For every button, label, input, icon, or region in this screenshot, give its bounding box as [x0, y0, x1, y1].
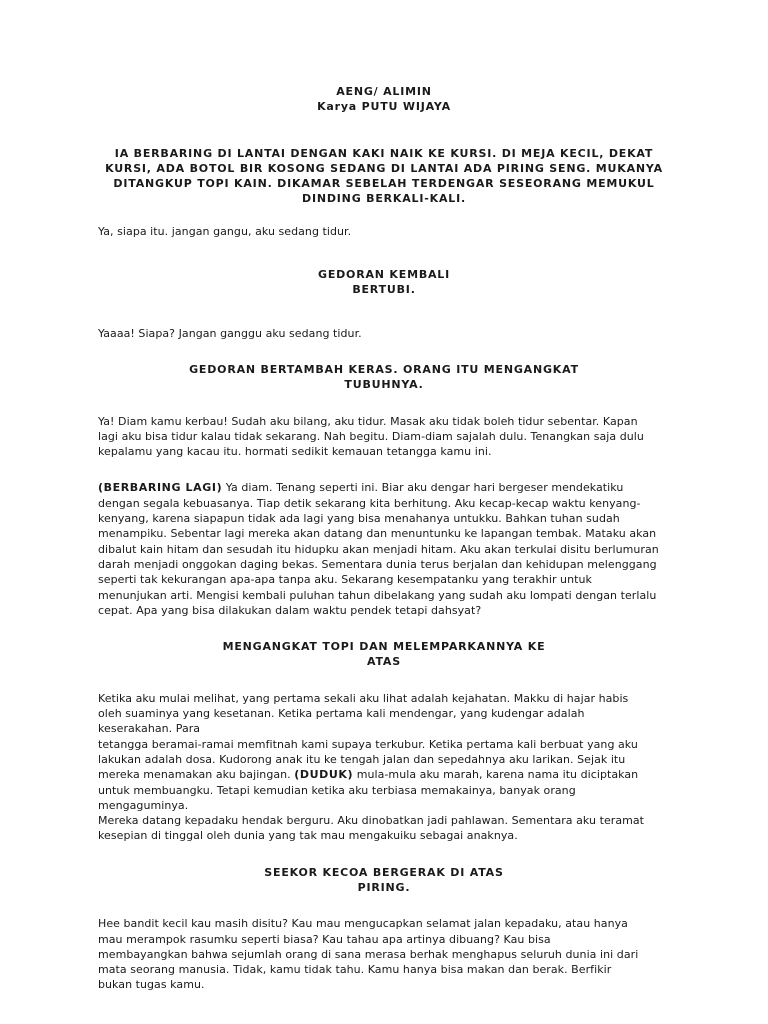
stage-direction-kecoa: SEEKOR KECOA BERGERAK DI ATAS PIRING.: [264, 865, 504, 894]
stage-direction-gedoran-keras: GEDORAN BERTAMBAH KERAS. ORANG ITU MENGANGKAT TUBUHNYA.: [189, 362, 579, 392]
dialogue-paragraph-6: Hee bandit kecil kau masih disitu? Kau mau mengucapkan selamat jalan kepadaku, atau hanya mau merampok rasumku seperti biasa? Kau tahau apa artinya dibuang? Kau bisa membayangkan bahwa sejumlah orang di sana merasa berhak menghapus seluruh dunia ini dari mata seorang manusia. Tidak, kamu tidak tahu. Kamu hanya bisa makan dan berak. Berfikir bukan tugas kamu.: [98, 917, 639, 992]
stage-direction-berbaring-lagi: (BERBARING LAGI): [98, 481, 223, 495]
dialogue-paragraph-2: Yaaaa! Siapa? Jangan ganggu aku sedang tidur.: [98, 326, 362, 340]
dialogue-paragraph-3: Ya! Diam kamu kerbau! Sudah aku bilang, aku tidur. Masak aku tidak boleh tidur sebentar. Kapan lagi aku bisa tidur kalau tidak sekarang. Nah begitu. Diam-diam sajalah dulu. Tenangkan saja dulu kepalamu yang kacau itu. hormati sedikit kemauan tetangga kamu ini.: [98, 414, 644, 459]
stage-direction-duduk: (DUDUK): [294, 768, 354, 782]
dialogue-paragraph-4: (BERBARING LAGI) Ya diam. Tenang seperti ini. Biar aku dengar hari bergeser mendekatiku dengan segala kebuasanya. Tiap detik sekarang kita berhitung. Aku kecap-kecap waktu kenyang- kenyang, karena siapapun tidak ada lagi yang bisa menahanya untukku. Bahkan tuhan sudah menampiku. Sebentar lagi mereka akan datang dan menuntunku ke lapangan tembak. Mataku akan dibalut kain hitam dan sesudah itu hidupku akan menjadi hitam. Aku akan terkulai disitu berlumuran darah menjadi onggokan daging bekas. Sementara dunia terus berjalan dan kehidupan melenggang seperti tak kekurangan apa-apa tanpa aku. Sekarang kesempatanku yang terakhir untuk menunjukan arti. Mengisi kembali puluhan tahun dibelakang yang sudah aku lompati dengan terlalu cepat. Apa yang bisa dilakukan dalam waktu pendek tetapi dahsyat?: [98, 481, 659, 617]
script-author: Karya PUTU WIJAYA: [317, 100, 451, 114]
dialogue-paragraph-5: Ketika aku mulai melihat, yang pertama sekali aku lihat adalah kejahatan. Makku di hajar habis oleh suaminya yang kesetanan. Ketika pertama kali mendengar, yang kudengar adalah keserakahan. Para tetangga beramai-ramai memfitnah kami supaya terkubur. Ketika pertama kali berbuat yang aku lakukan adalah dosa. Kudorong anak itu ke tengah jalan dan sepedahnya aku larikan. Sejak itu mereka menamakan aku bajingan. (DUDUK) mula-mula aku marah, karena nama itu diciptakan untuk membuangku. Tetapi kemudian ketika aku terbiasa memakainya, banyak orang mengaguminya. Mereka datang kepadaku hendak berguru. Aku dinobatkan jadi pahlawan. Sementara aku teramat kesepian di tinggal oleh dunia yang tak mau mengakuiku sebagai anaknya.: [98, 691, 645, 843]
stage-direction-opening: IA BERBARING DI LANTAI DENGAN KAKI NAIK KE KURSI. DI MEJA KECIL, DEKAT KURSI, ADA BOTOL BIR KOSONG SEDANG DI LANTAI ADA PIRING SENG. MUKANYA DITANGKUP TOPI KAIN. DIKAMAR SEBELAH TERDENGAR SESEORANG MEMUKUL DINDING BERKALI-KALI.: [105, 146, 663, 206]
script-title: AENG/ ALIMIN: [336, 85, 432, 98]
dialogue-paragraph-1: Ya, siapa itu. jangan gangu, aku sedang tidur.: [98, 224, 352, 238]
stage-direction-mengangkat-topi: MENGANGKAT TOPI DAN MELEMPARKANNYA KE ATAS: [222, 640, 546, 669]
stage-direction-gedoran-kembali: GEDORAN KEMBALI BERTUBI.: [317, 268, 451, 297]
script-page: [98, 84, 670, 993]
